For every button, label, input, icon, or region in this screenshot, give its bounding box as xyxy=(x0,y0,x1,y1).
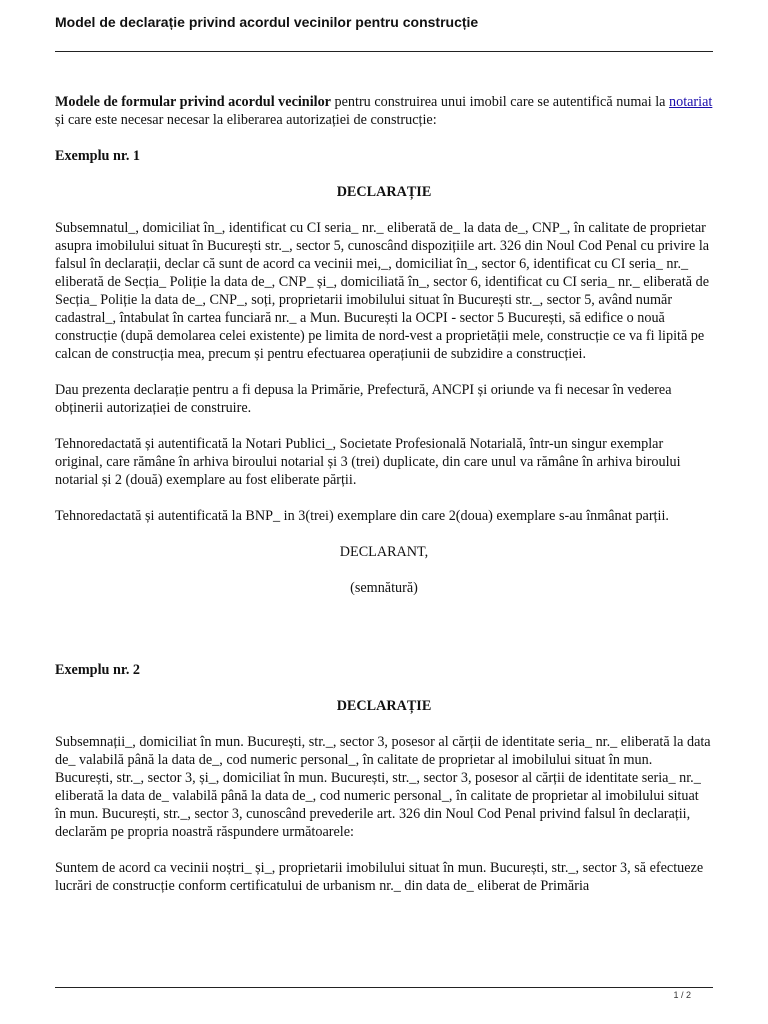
example-1-paragraph-4: Tehnoredactată și autentificată la BNP_ in 3(trei) exemplare din care 2(doua) exemplare s-au înmânat parții. xyxy=(55,508,669,524)
intro-text-1: pentru construirea unui imobil care se autentifică numai la xyxy=(330,94,669,110)
example-2-paragraph-1: Subsemnații_, domiciliat în mun. București, str._, sector 3, posesor al cărții de identitate seria_ nr._ eliberată la data de_ valabilă până la data de_, cod numeric personal_, în calitate de proprietar al imobilului situat în mun. București, str._, sector 3, și_, domiciliat în mun. București, str._, sector 3, posesor al cărții de identitate seria_ nr._ eliberată la data de_ valabilă până la data de_, cod numeric personal_, în calitate de proprietar al imobilului situat în mun. București, str._, sector 3, cunoscând prevederile art. 326 din Noul Cod Penal privind falsul în declarații, declarăm pe propria noastră răspundere următoarele: xyxy=(55,734,711,840)
example-2-label: Exemplu nr. 2 xyxy=(55,662,141,678)
example-1-heading: DECLARAȚIE xyxy=(336,184,432,200)
intro-bold: Modele de formular privind acordul vecinilor xyxy=(55,94,331,110)
header-divider xyxy=(55,51,713,52)
example-2-heading: DECLARAȚIE xyxy=(336,698,432,714)
declarant-label: DECLARANT, xyxy=(339,544,429,560)
intro-paragraph xyxy=(55,93,713,129)
page-number: 1 / 2 xyxy=(673,990,691,1000)
signature-label: (semnătură) xyxy=(350,580,418,596)
footer-divider xyxy=(55,987,713,988)
example-1-paragraph-3: Tehnoredactată și autentificată la Notari Publici_, Societate Profesională Notarială, într-un singur exemplar original, care rămâne în arhiva biroului notarial și 3 (trei) duplicate, din care unul va rămâne în arhiva biroului notarial și 2 (două) exemplare au fost eliberate părții. xyxy=(55,436,681,488)
example-1-paragraph-2: Dau prezenta declarație pentru a fi depusa la Primărie, Prefectură, ANCPI și oriunde va fi necesar în vederea obținerii autorizației de construire. xyxy=(55,382,672,416)
document-title: Model de declarație privind acordul vecinilor pentru construcție xyxy=(55,14,479,30)
example-1-label: Exemplu nr. 1 xyxy=(55,148,141,164)
intro-text-2: și care este necesar necesar la eliberarea autorizației de construcție: xyxy=(55,112,437,128)
example-1-paragraph-1: Subsemnatul_, domiciliat în_, identificat cu CI seria_ nr._ eliberată de_ la data de_, CNP_, în calitate de proprietar asupra imobilului situat în București str._, sector 5, cunoscând dispozițiile art. 326 din Noul Cod Penal cu privire la falsul în declarații, declar că sunt de acord ca vecinii mei,_, domiciliat în_, sector 6, identificat cu CI seria_ nr._ eliberată de Secția_ Poliție la data de_, CNP_ și_, domiciliată în_, sector 6, identificat cu CI seria_ nr._ eliberată de Secția_ Poliție la data de_, CNP_, soți, proprietarii imobilului situat în București str._, sector 5, având număr cadastral_, întabulat în cartea funciară nr._ a Mun. București la OCPI - sector 5 București, să edifice o nouă construcție (după demolarea celei existente) pe limita de nord-vest a proprietății mele, construcție ce va fi lipită pe calcan de construcția mea, precum și pentru efectuarea operațiunii de subzidire a construcției. xyxy=(55,220,710,362)
document-body xyxy=(55,93,713,913)
example-2-paragraph-2: Suntem de acord ca vecinii noștri_ și_, proprietarii imobilului situat în mun. București, str._, sector 3, să efectueze lucrări de construcție conform certificatului de urbanism nr._ din data de_ eliberat de Primăria xyxy=(55,860,704,894)
notariat-link[interactable]: notariat xyxy=(669,94,713,110)
